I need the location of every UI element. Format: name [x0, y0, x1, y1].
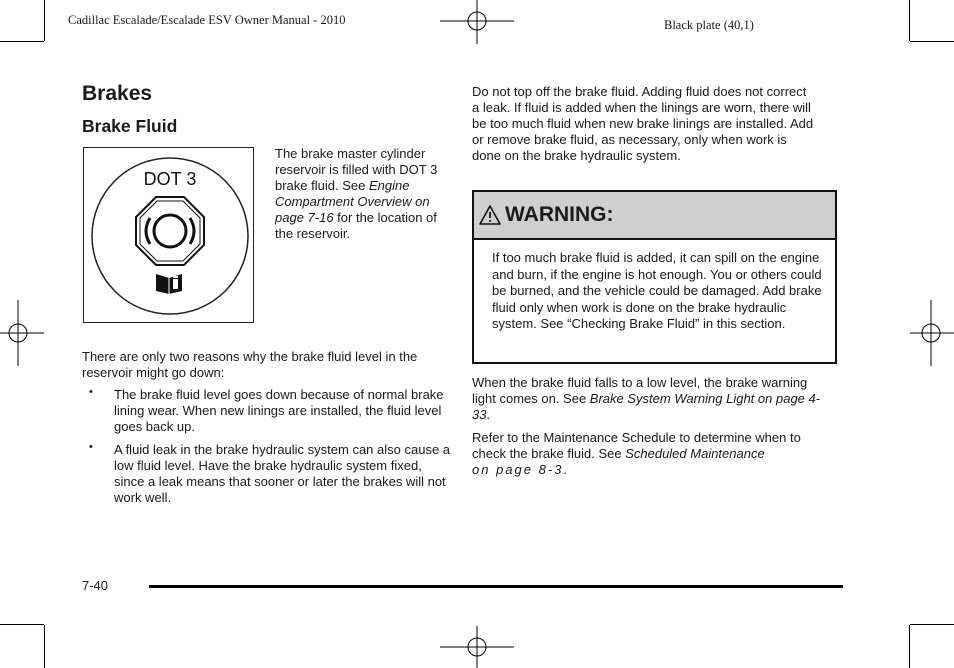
- warning-box: [472, 190, 837, 364]
- owner-manual-info-icon: [156, 274, 182, 294]
- manual-title: Cadillac Escalade/Escalade ESV Owner Manual - 2010: [68, 13, 346, 27]
- warning-body: If too much brake fluid is added, it can spill on the engine and burn, if the engine is hot enough. You or others could be burned, and the vehicle could be damaged. Add brake fluid only when work is done on the brake hydraulic system. See “Checking Brake Fluid” in this section.: [492, 250, 822, 331]
- figure-caption: [275, 146, 450, 242]
- page-number: 7-40: [82, 578, 109, 593]
- registration-mark-right: [910, 300, 954, 366]
- section-subtitle: Brake Fluid: [82, 116, 178, 136]
- bullet-icon: •: [89, 386, 93, 398]
- registration-mark-top: [440, 0, 514, 44]
- reservoir-cap-illustration: [84, 148, 253, 322]
- bullet-text: A fluid leak in the brake hydraulic system can also cause a low fluid level. Have the brake hydraulic system fixed, since a leak means that sooner or later the brakes will not work well.: [114, 442, 451, 505]
- list-item: [82, 387, 454, 435]
- brake-warning-icon: [136, 197, 204, 265]
- warning-triangle-icon: [479, 205, 501, 225]
- warning-light-paragraph: [472, 375, 832, 423]
- caption-text-end: for the location of the reservoir.: [275, 210, 437, 241]
- scheduled-maintenance-link[interactable]: Scheduled Maintenance: [625, 446, 765, 461]
- engine-compartment-link[interactable]: Engine Compartment Overview on page 7-16: [275, 178, 430, 225]
- caption-text: The brake master cylinder reservoir is filled with DOT 3 brake fluid. See: [275, 146, 438, 193]
- intro-paragraph: There are only two reasons why the brake fluid level in the reservoir might go down:: [82, 349, 418, 380]
- reservoir-cap-figure: [83, 147, 254, 323]
- bullet-list: [82, 387, 454, 513]
- footer-rule: [149, 585, 843, 588]
- warning-header: [474, 192, 835, 240]
- maintenance-paragraph: [472, 430, 832, 478]
- warning-title: WARNING:: [505, 203, 614, 226]
- paragraph-text: Refer to the Maintenance Schedule to determine when to check the brake fluid. See: [472, 430, 801, 461]
- scheduled-maintenance-page-link[interactable]: on page 8-3: [472, 462, 564, 477]
- list-item: [82, 442, 454, 506]
- registration-mark-left: [0, 300, 44, 366]
- paragraph-text-end: .: [486, 407, 491, 422]
- cap-label: DOT 3: [143, 169, 197, 189]
- paragraph-text: When the brake fluid falls to a low level, the brake warning light comes on. See: [472, 375, 808, 406]
- top-off-paragraph: Do not top off the brake fluid. Adding fluid does not correct a leak. If fluid is added when the linings are worn, there will be too much fluid when new brake linings are installed. Add or remove brake fluid, as necessary, only when work is done on the brake hydraulic system.: [472, 84, 814, 163]
- bullet-icon: •: [89, 441, 93, 453]
- paragraph-text-end: .: [563, 462, 568, 477]
- bullet-text: The brake fluid level goes down because of normal brake lining wear. When new linings are installed, the fluid level goes back up.: [114, 387, 444, 434]
- registration-mark-bottom: [440, 626, 514, 668]
- plate-label: Black plate (40,1): [664, 18, 754, 32]
- brake-warning-light-link[interactable]: Brake System Warning Light on page 4-33: [472, 391, 821, 422]
- section-title: Brakes: [82, 82, 153, 105]
